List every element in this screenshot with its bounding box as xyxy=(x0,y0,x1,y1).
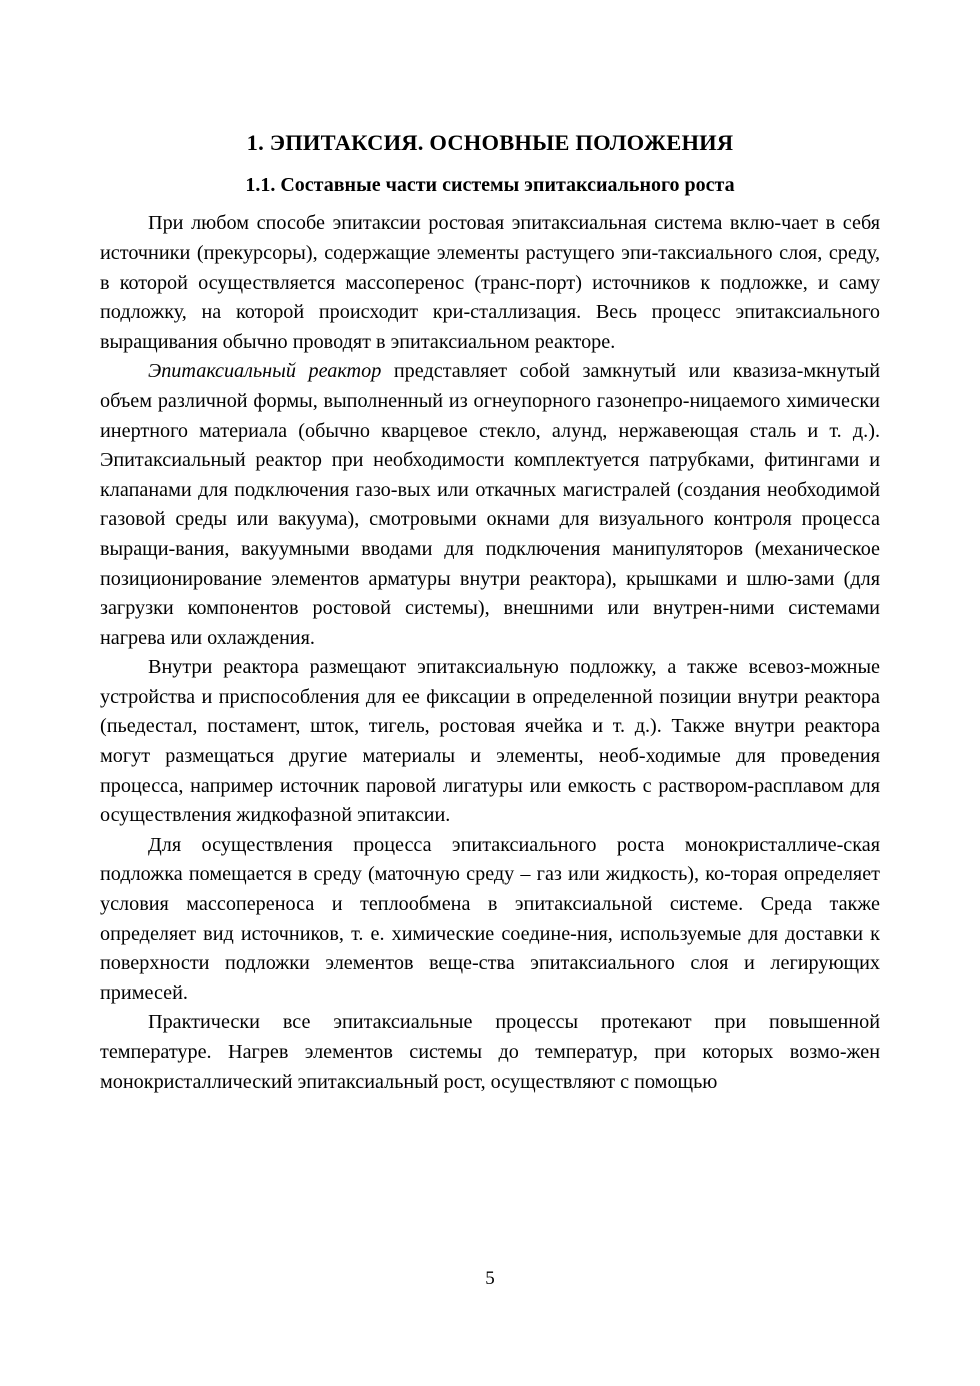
paragraph-1: При любом способе эпитаксии ростовая эпитаксиальная система вклю-чает в себя источники (прекурсоры), содержащие элементы растущего эпи-таксиального слоя, среду, в которой осуществляется массоперенос (транс-порт) источников к подложке, и саму подложку, на которой происходит кри-сталлизация. Весь процесс эпитаксиального выращивания обычно проводят в эпитаксиальном реакторе. xyxy=(100,212,880,353)
paragraph-2-italic-lead: Эпитаксиальный реактор xyxy=(148,360,382,383)
section-title: 1.1. Составные части системы эпитаксиального роста xyxy=(245,174,735,197)
page-number: 5 xyxy=(485,1268,495,1289)
paragraph-3: Внутри реактора размещают эпитаксиальную подложку, а также всевоз-можные устройства и приспособления для ее фиксации в определенной позиции внутри реактора (пьедестал, постамент, шток, тигель, ростовая ячейка и т. д.). Также внутри реактора могут размещаться другие материалы и элементы, необ-ходимые для проведения процесса, например источник паровой лигатуры или емкость с раствором-расплавом для осуществления жидкофазной эпитаксии. xyxy=(100,656,880,827)
page-content xyxy=(100,128,880,1097)
paragraph-4: Для осуществления процесса эпитаксиального роста монокристалличе-ская подложка помещается в среду (маточную среду – газ или жидкость), ко-торая определяет условия массопереноса и теплообмена в эпитаксиальной системе. Среда также определяет вид источников, т. е. химические соедине-ния, используемые для доставки к поверхности подложки элементов веще-ства эпитаксиального слоя и легирующих примесей. xyxy=(100,833,880,1004)
chapter-title: 1. ЭПИТАКСИЯ. ОСНОВНЫЕ ПОЛОЖЕНИЯ xyxy=(246,130,734,155)
paragraph-2 xyxy=(100,357,880,653)
paragraph-2-rest: представляет собой замкнутый или квазиза-мкнутый объем различной формы, выполненный из огнеупорного газонепро-ницаемого химически инертного материала (обычно кварцевое стекло, алунд, нержавеющая сталь и т. д.). Эпитаксиальный реактор при необходимости комплектуется патрубками, фитингами и клапанами для подключения газо-вых или откачных магистралей (создания необходимой газовой среды или вакуума), смотровыми окнами для визуального контроля процесса выращи-вания, вакуумными вводами для подключения манипуляторов (механическое позиционирование элементов арматуры внутри реактора), крышками и шлю-зами (для загрузки компонентов ростовой системы), внешними или внутрен-ними системами нагрева или охлаждения. xyxy=(100,360,881,649)
paragraph-5: Практически все эпитаксиальные процессы протекают при повышенной температуре. Нагрев элементов системы до температур, при которых возмо-жен монокристаллический эпитаксиальный рост, осуществляют с помощью xyxy=(100,1011,880,1093)
